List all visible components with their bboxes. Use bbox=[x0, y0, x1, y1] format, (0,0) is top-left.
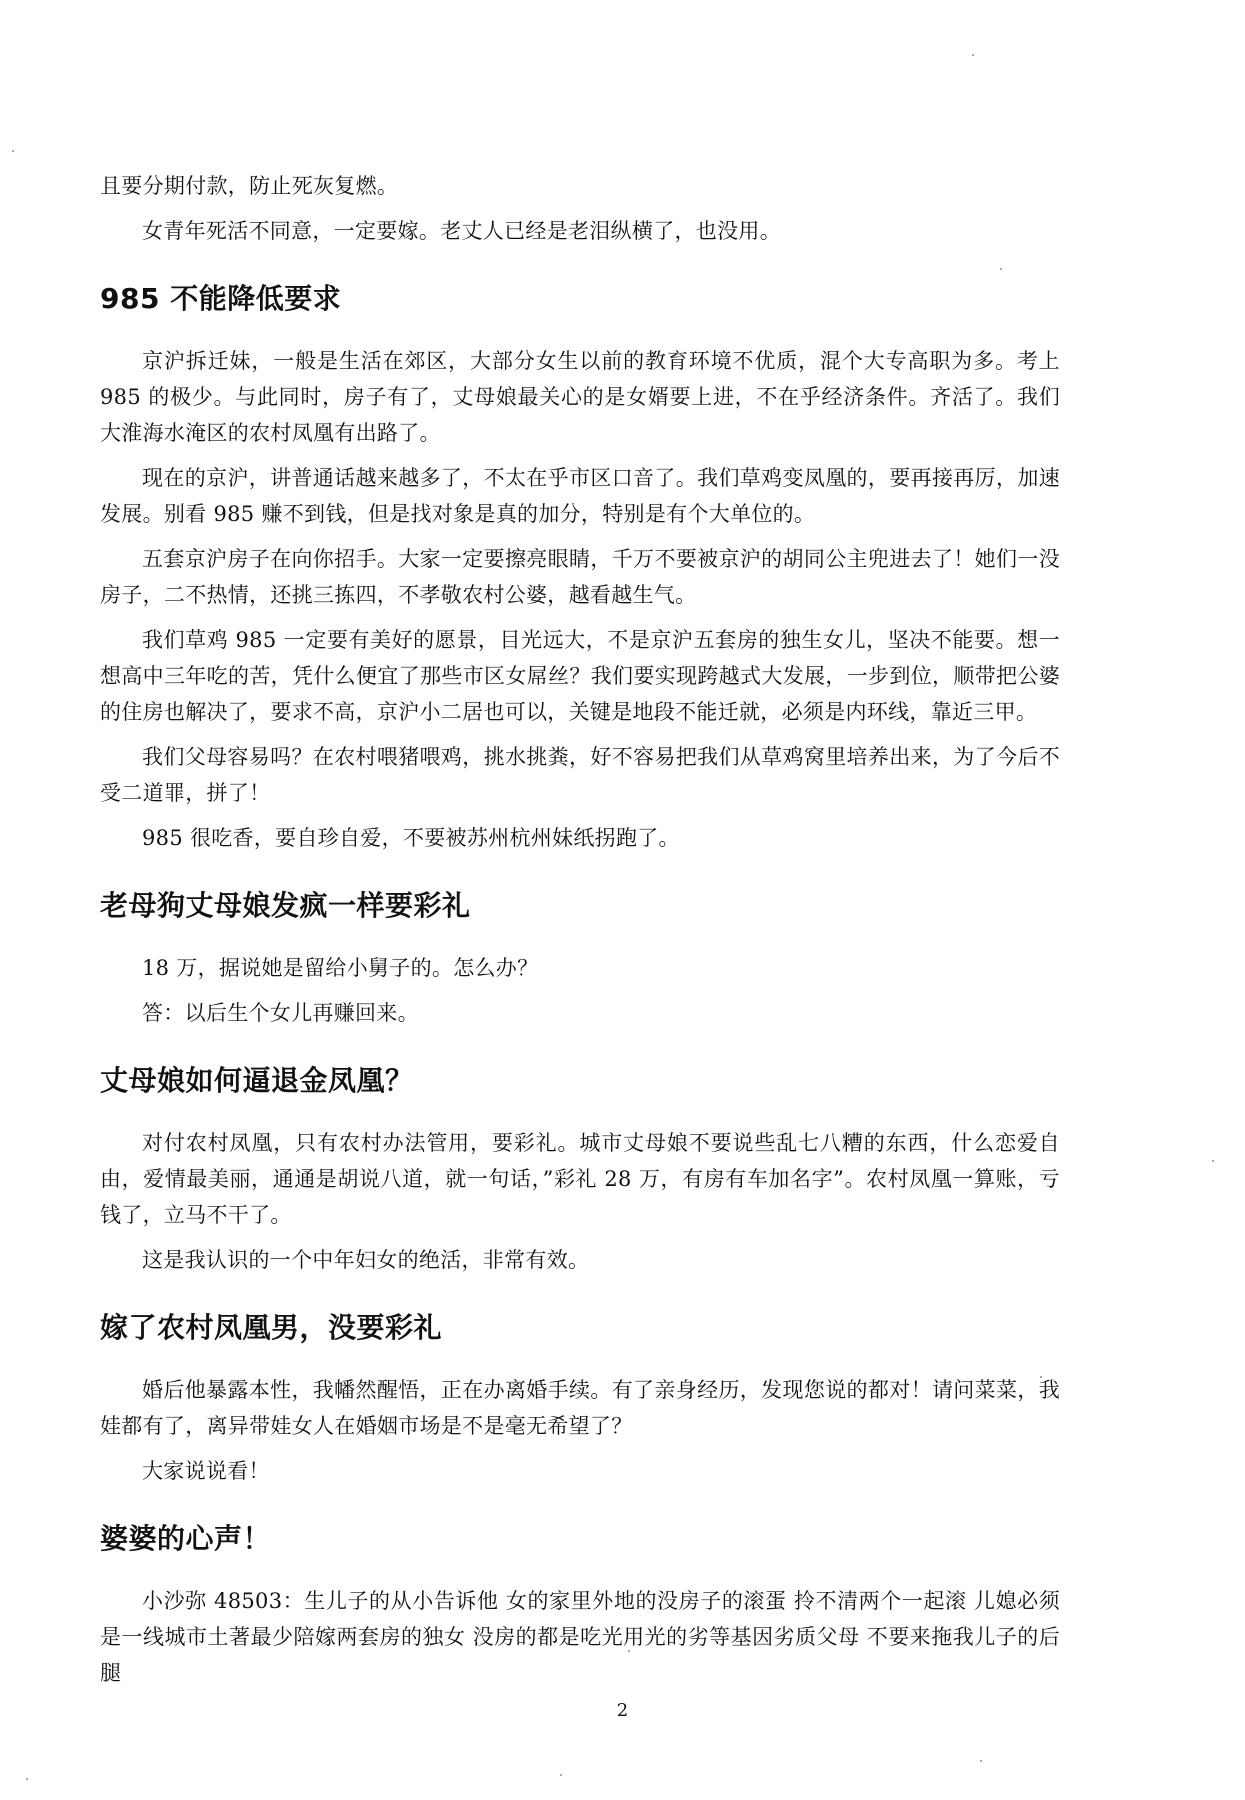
scan-speck bbox=[628, 1650, 630, 1652]
scan-speck bbox=[1000, 268, 1002, 270]
page-number: 2 bbox=[616, 1700, 629, 1721]
scan-speck bbox=[972, 54, 974, 56]
intro-paragraph-2: 女青年死活不同意，一定要嫁。老丈人已经是老泪纵横了，也没用。 bbox=[142, 219, 781, 243]
scan-speck bbox=[980, 1760, 982, 1762]
section-caili bbox=[100, 886, 1060, 1031]
section-paragraph: 婚后他暴露本性，我幡然醒悟，正在办离婚手续。有了亲身经历，发现您说的都对！请问菜菜，我娃都有了，离异带娃女人在婚姻市场是不是毫无希望了？ bbox=[100, 1378, 1060, 1438]
section-title: 985 不能降低要求 bbox=[100, 282, 342, 315]
section-title: 婆婆的心声！ bbox=[100, 1522, 272, 1555]
section-paragraph: 18 万，据说她是留给小舅子的。怎么办？ bbox=[142, 956, 539, 980]
section-paragraph: 小沙弥 48503：生儿子的从小告诉他 女的家里外地的没房子的滚蛋 拎不清两个一起滚 儿媳必须是一线城市土著最少陪嫁两套房的独女 没房的都是吃光用光的劣等基因劣质父母 不要来拖我儿子的后腿 bbox=[100, 1589, 1060, 1685]
section-paragraph: 京沪拆迁妹，一般是生活在郊区，大部分女生以前的教育环境不优质，混个大专高职为多。考上 985 的极少。与此同时，房子有了，丈母娘最关心的是女婿要上进，不在乎经济条件。齐活了。我们大淮海水淹区的农村凤凰有出路了。 bbox=[100, 349, 1060, 445]
section-title: 丈母娘如何逼退金凤凰？ bbox=[100, 1064, 414, 1097]
intro-paragraph-1: 且要分期付款，防止死灰复燃。 bbox=[100, 174, 399, 198]
section-bitui bbox=[100, 1061, 1060, 1278]
section-popo bbox=[100, 1519, 1060, 1691]
section-paragraph: 答：以后生个女儿再赚回来。 bbox=[142, 1001, 419, 1025]
section-paragraph: 大家说说看！ bbox=[142, 1459, 270, 1483]
section-title: 嫁了农村凤凰男，没要彩礼 bbox=[100, 1311, 443, 1344]
section-paragraph: 我们父母容易吗？在农村喂猪喂鸡，挑水挑粪，好不容易把我们从草鸡窝里培养出来，为了今后不受二道罪，拼了！ bbox=[100, 745, 1060, 805]
section-title: 老母狗丈母娘发疯一样要彩礼 bbox=[100, 889, 471, 922]
section-paragraph: 这是我认识的一个中年妇女的绝活，非常有效。 bbox=[142, 1248, 590, 1272]
section-985 bbox=[100, 279, 1060, 856]
scan-speck bbox=[560, 1774, 562, 1776]
section-paragraph: 五套京沪房子在向你招手。大家一定要擦亮眼睛，千万不要被京沪的胡同公主兜进去了！她们一没房子，二不热情，还挑三拣四，不孝敬农村公婆，越看越生气。 bbox=[100, 547, 1060, 607]
section-paragraph: 现在的京沪，讲普通话越来越多了，不太在乎市区口音了。我们草鸡变凤凰的，要再接再厉，加速发展。别看 985 赚不到钱，但是找对象是真的加分，特别是有个大单位的。 bbox=[100, 466, 1060, 526]
section-jiale bbox=[100, 1308, 1060, 1489]
scan-speck bbox=[12, 150, 14, 152]
page-content bbox=[100, 168, 1060, 1700]
scan-speck bbox=[26, 1778, 28, 1780]
section-paragraph: 985 很吃香，要自珍自爱，不要被苏州杭州妹纸拐跑了。 bbox=[142, 826, 680, 850]
scan-speck bbox=[1212, 1160, 1214, 1162]
scan-speck bbox=[1040, 1376, 1042, 1378]
section-paragraph: 我们草鸡 985 一定要有美好的愿景，目光远大，不是京沪五套房的独生女儿，坚决不能要。想一想高中三年吃的苦，凭什么便宜了那些市区女屌丝？我们要实现跨越式大发展，一步到位，顺带把公婆的住房也解决了，要求不高，京沪小二居也可以，关键是地段不能迁就，必须是内环线，靠近三甲。 bbox=[100, 628, 1060, 724]
section-paragraph: 对付农村凤凰，只有农村办法管用，要彩礼。城市丈母娘不要说些乱七八糟的东西，什么恋爱自由，爱情最美丽，通通是胡说八道，就一句话，”彩礼 28 万，有房有车加名字”。农村凤凰一算账，亏钱了，立马不干了。 bbox=[100, 1131, 1060, 1227]
